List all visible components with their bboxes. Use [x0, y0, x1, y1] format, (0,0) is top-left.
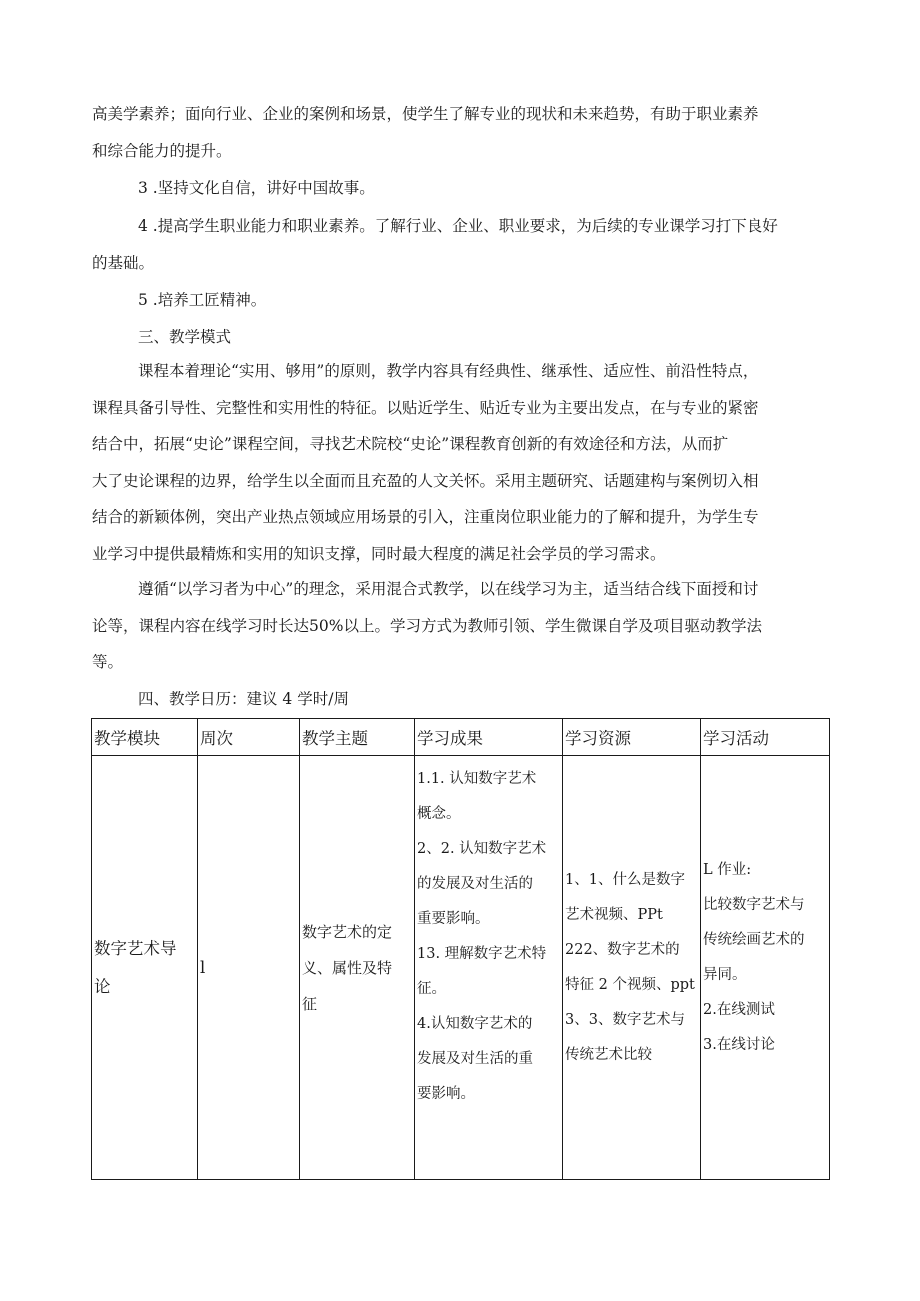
header-resources: 学习资源: [563, 719, 701, 756]
text-line: 课程本着理论“实用、够用”的原则，教学内容具有经典性、继承性、适应性、前沿性特点，: [138, 362, 759, 380]
cell-line: 3、3、数字艺术与: [565, 1011, 685, 1028]
cell-line: 征: [302, 994, 318, 1013]
cell-line: 重要影响。: [417, 911, 490, 927]
cell-line: 义、属性及特: [302, 958, 393, 977]
paragraph-literacy: [92, 96, 828, 169]
paragraph-item-3: [92, 170, 874, 207]
paragraph-item-5: [92, 282, 874, 319]
cell-line: 2.在线测试: [703, 1001, 775, 1018]
cell-line: 要影响。: [417, 1086, 475, 1102]
text-line: 业学习中提供最精炼和实用的知识支撑，同时最大程度的满足社会学员的学习需求。: [92, 544, 666, 563]
text-line: 等。: [92, 653, 124, 671]
header-module: 教学模块: [92, 719, 198, 756]
cell-line: 概念。: [417, 806, 461, 822]
cell-line: 4.认知数字艺术的: [417, 1016, 533, 1032]
section-heading-teaching-mode: 三、教学模式: [138, 328, 232, 346]
cell-line: 传统艺术比较: [565, 1046, 652, 1063]
section-heading-teaching-calendar: 四、教学日历：建议 4 学时/周: [138, 690, 349, 708]
cell-line: 13. 理解数字艺术特: [417, 946, 547, 962]
cell-line: 222、数字艺术的: [565, 941, 680, 958]
text-line: 大了史论课程的边界，给学生以全面而且充盈的人文关怀。采用主题研究、话题建构与案例切入相: [92, 471, 759, 490]
header-week: 周次: [198, 719, 300, 756]
cell-line: 论: [94, 976, 111, 996]
cell-line: 发展及对生活的重: [417, 1051, 533, 1067]
text-line: 遵循“以学习者为中心”的理念，采用混合式教学，以在线学习为主，适当结合线下面授和讨: [138, 580, 759, 598]
text-line: 的基础。: [92, 253, 155, 272]
text-line: 课程具备引导性、完整性和实用性的特征。以贴近学生、贴近专业为主要出发点，在与专业的紧密: [92, 398, 759, 417]
cell-topic: [300, 756, 415, 1180]
text-line: 结合的新颖体例，突出产业热点领域应用场景的引入，注重岗位职业能力的了解和提升，为学生专: [92, 508, 759, 526]
text-line: 3 .坚持文化自信，讲好中国故事。: [138, 179, 375, 197]
cell-line: L 作业:: [703, 861, 752, 878]
cell-week: [198, 756, 300, 1180]
cell-activities: [701, 756, 830, 1180]
cell-line: 数字艺术的定: [302, 922, 393, 941]
text-line: 高美学素养；面向行业、企业的案例和场景，使学生了解专业的现状和未来趋势，有助于职业素养: [92, 105, 759, 123]
cell-line: 1.1. 认知数字艺术: [417, 771, 537, 787]
text-line: 4 .提高学生职业能力和职业素养。了解行业、企业、职业要求，为后续的专业课学习打下良好: [138, 217, 778, 235]
text-line: 和综合能力的提升。: [92, 141, 232, 160]
cell-outcomes: [415, 756, 563, 1180]
table-row: [92, 756, 830, 1180]
table-header-row: [92, 719, 830, 756]
cell-line: 异同。: [703, 966, 747, 983]
header-activities: 学习活动: [701, 719, 830, 756]
cell-line: 的发展及对生活的: [417, 876, 533, 892]
teaching-calendar-table: [91, 718, 830, 1180]
cell-line: 传统绘画艺术的: [703, 931, 805, 948]
text-line: 论等，课程内容在线学习时长达50%以上。学习方式为教师引领、学生微课自学及项目驱动教学法: [92, 616, 762, 635]
cell-module: [92, 756, 198, 1180]
paragraph-learner-centered: [92, 571, 828, 681]
cell-line: 数字艺术导: [94, 938, 177, 958]
cell-line: 3.在线讨论: [703, 1036, 775, 1053]
cell-line: 艺术视频、PPt: [565, 906, 663, 923]
paragraph-teaching-mode: [92, 353, 828, 572]
cell-resources: [563, 756, 701, 1180]
text-line: 5 .培养工匠精神。: [138, 291, 267, 309]
cell-line: 比较数字艺术与: [703, 896, 805, 913]
header-outcomes: 学习成果: [415, 719, 563, 756]
paragraph-item-4: [92, 208, 828, 281]
cell-line: 征。: [417, 981, 446, 997]
cell-line: 特征 2 个视频、ppt: [565, 976, 695, 993]
header-topic: 教学主题: [300, 719, 415, 756]
cell-line: 2、2. 认知数字艺术: [417, 841, 547, 857]
cell-line: 1、1、什么是数字: [565, 871, 685, 888]
cell-line: l: [200, 957, 206, 977]
text-line: 结合中，拓展“史论”课程空间，寻找艺术院校“史论”课程教育创新的有效途径和方法，从而扩: [92, 435, 729, 453]
